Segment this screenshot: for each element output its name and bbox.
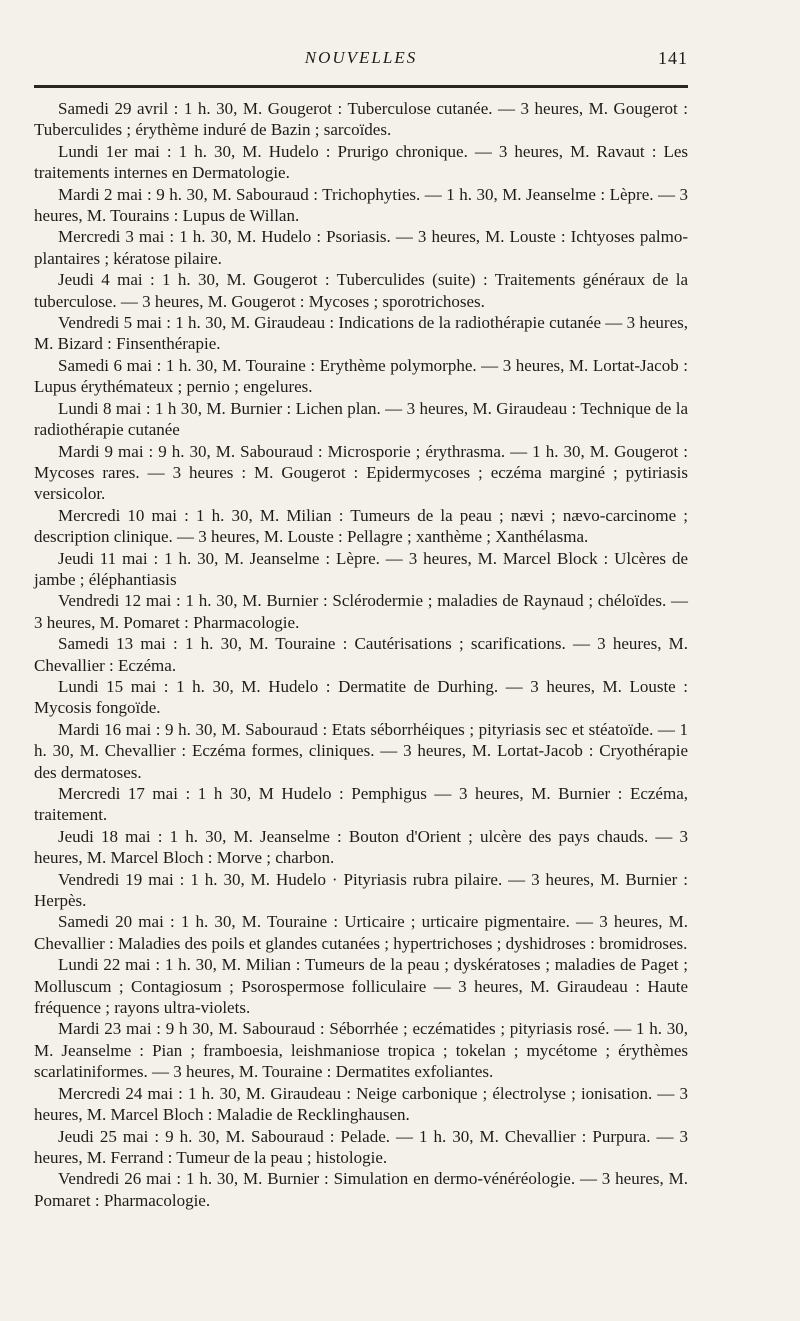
schedule-entry: Jeudi 11 mai : 1 h. 30, M. Jeanselme : Lèpre. — 3 heures, M. Marcel Block : Ulcères de jambe ; éléphantiasis bbox=[34, 548, 688, 589]
schedule-entry: Jeudi 18 mai : 1 h. 30, M. Jeanselme : Bouton d'Orient ; ulcère des pays chauds. — 3 heures, M. Marcel Bloch : Morve ; charbon. bbox=[34, 826, 688, 868]
schedule-entry: Vendredi 5 mai : 1 h. 30, M. Giraudeau : Indications de la radiothérapie cutanée — 3 heures, M. Bizard : Finsenthérapie. bbox=[34, 313, 688, 354]
schedule-entry: Mercredi 24 mai : 1 h. 30, M. Giraudeau : Neige carbonique ; électrolyse ; ionisation. — 3 heures, M. Marcel Bloch : Maladie de Recklinghausen. bbox=[34, 1083, 688, 1125]
schedule-entry: Mercredi 3 mai : 1 h. 30, M. Hudelo : Psoriasis. — 3 heures, M. Louste : Ichtyoses palmo-plantaires ; kératose pilaire. bbox=[34, 227, 688, 268]
schedule-entry: Samedi 20 mai : 1 h. 30, M. Touraine : Urticaire ; urticaire pigmentaire. — 3 heures, M. Chevallier : Maladies des poils et glandes cutanées ; hypertrichoses ; dyshidroses : bromidroses. bbox=[34, 912, 688, 953]
schedule-entry: Mercredi 10 mai : 1 h. 30, M. Milian : Tumeurs de la peau ; nævi ; nævo-carcinome ; description clinique. — 3 heures, M. Louste : Pellagre ; xanthème ; Xanthélasma. bbox=[34, 505, 688, 547]
header-rule bbox=[34, 85, 688, 88]
course-schedule bbox=[34, 98, 688, 1211]
schedule-entry: Vendredi 12 mai : 1 h. 30, M. Burnier : Sclérodermie ; maladies de Raynaud ; chéloïdes. — 3 heures, M. Pomaret : Pharmacologie. bbox=[34, 591, 688, 632]
schedule-entry: Mercredi 17 mai : 1 h 30, M Hudelo : Pemphigus — 3 heures, M. Burnier : Eczéma, traitement. bbox=[34, 784, 688, 825]
page-header bbox=[34, 44, 688, 74]
running-title: NOUVELLES bbox=[304, 48, 418, 67]
schedule-entry: Lundi 8 mai : 1 h 30, M. Burnier : Lichen plan. — 3 heures, M. Giraudeau : Technique de la radiothérapie cutanée bbox=[34, 398, 688, 440]
schedule-entry: Mardi 16 mai : 9 h. 30, M. Sabouraud : Etats séborrhéiques ; pityriasis sec et stéatoïde. — 1 h. 30, M. Chevallier : Eczéma formes, cliniques. — 3 heures, M. Lortat-Jacob : Cryothérapie des dermatoses. bbox=[34, 719, 688, 782]
schedule-entry: Lundi 22 mai : 1 h. 30, M. Milian : Tumeurs de la peau ; dyskératoses ; maladies de Paget ; Molluscum ; Contagiosum ; Psorospermose folliculaire — 3 heures, M. Giraudeau : Haute fréquence ; rayons ultra-violets. bbox=[34, 955, 688, 1018]
schedule-entry: Jeudi 25 mai : 9 h. 30, M. Sabouraud : Pelade. — 1 h. 30, M. Chevallier : Purpura. — 3 heures, M. Ferrand : Tumeur de la peau ; histologie. bbox=[34, 1126, 688, 1167]
schedule-entry: Mardi 9 mai : 9 h. 30, M. Sabouraud : Microsporie ; érythrasma. — 1 h. 30, M. Gougerot : Mycoses rares. — 3 heures : M. Gougerot : Epidermycoses ; eczéma marginé ; pytiriasis versicolor. bbox=[34, 441, 688, 504]
schedule-entry: Vendredi 26 mai : 1 h. 30, M. Burnier : Simulation en dermo-vénéréologie. — 3 heures, M. Pomaret : Pharmacologie. bbox=[34, 1169, 688, 1210]
schedule-entry: Lundi 15 mai : 1 h. 30, M. Hudelo : Dermatite de Durhing. — 3 heures, M. Louste : Mycosis fongoïde. bbox=[34, 676, 688, 718]
schedule-entry: Samedi 29 avril : 1 h. 30, M. Gougerot : Tuberculose cutanée. — 3 heures, M. Gougerot : Tuberculides ; érythème induré de Bazin ; sarcoïdes. bbox=[34, 99, 688, 140]
schedule-entry: Lundi 1er mai : 1 h. 30, M. Hudelo : Prurigo chronique. — 3 heures, M. Ravaut : Les traitements internes en Dermatologie. bbox=[34, 141, 688, 183]
schedule-entry: Samedi 13 mai : 1 h. 30, M. Touraine : Cautérisations ; scarifications. — 3 heures, M. Chevallier : Eczéma. bbox=[34, 634, 688, 675]
schedule-entry: Mardi 23 mai : 9 h 30, M. Sabouraud : Séborrhée ; eczématides ; pityriasis rosé. — 1 h. 30, M. Jeanselme : Pian ; framboesia, leishmaniose tropica ; tokelan ; mycétome ; érythèmes scarlatiniformes. — 3 heures, M. Touraine : Dermatites exfoliantes. bbox=[34, 1019, 688, 1082]
page-number: 141 bbox=[658, 48, 688, 68]
schedule-entry: Jeudi 4 mai : 1 h. 30, M. Gougerot : Tuberculides (suite) : Traitements généraux de la tuberculose. — 3 heures, M. Gougerot : Mycoses ; sporotrichoses. bbox=[34, 270, 688, 311]
schedule-entry: Samedi 6 mai : 1 h. 30, M. Touraine : Erythème polymorphe. — 3 heures, M. Lortat-Jacob : Lupus érythémateux ; pernio ; engelures. bbox=[34, 355, 688, 397]
schedule-entry: Vendredi 19 mai : 1 h. 30, M. Hudelo · Pityriasis rubra pilaire. — 3 heures, M. Burnier : Herpès. bbox=[34, 869, 688, 911]
schedule-entry: Mardi 2 mai : 9 h. 30, M. Sabouraud : Trichophyties. — 1 h. 30, M. Jeanselme : Lèpre. — 3 heures, M. Tourains : Lupus de Willan. bbox=[34, 184, 688, 226]
